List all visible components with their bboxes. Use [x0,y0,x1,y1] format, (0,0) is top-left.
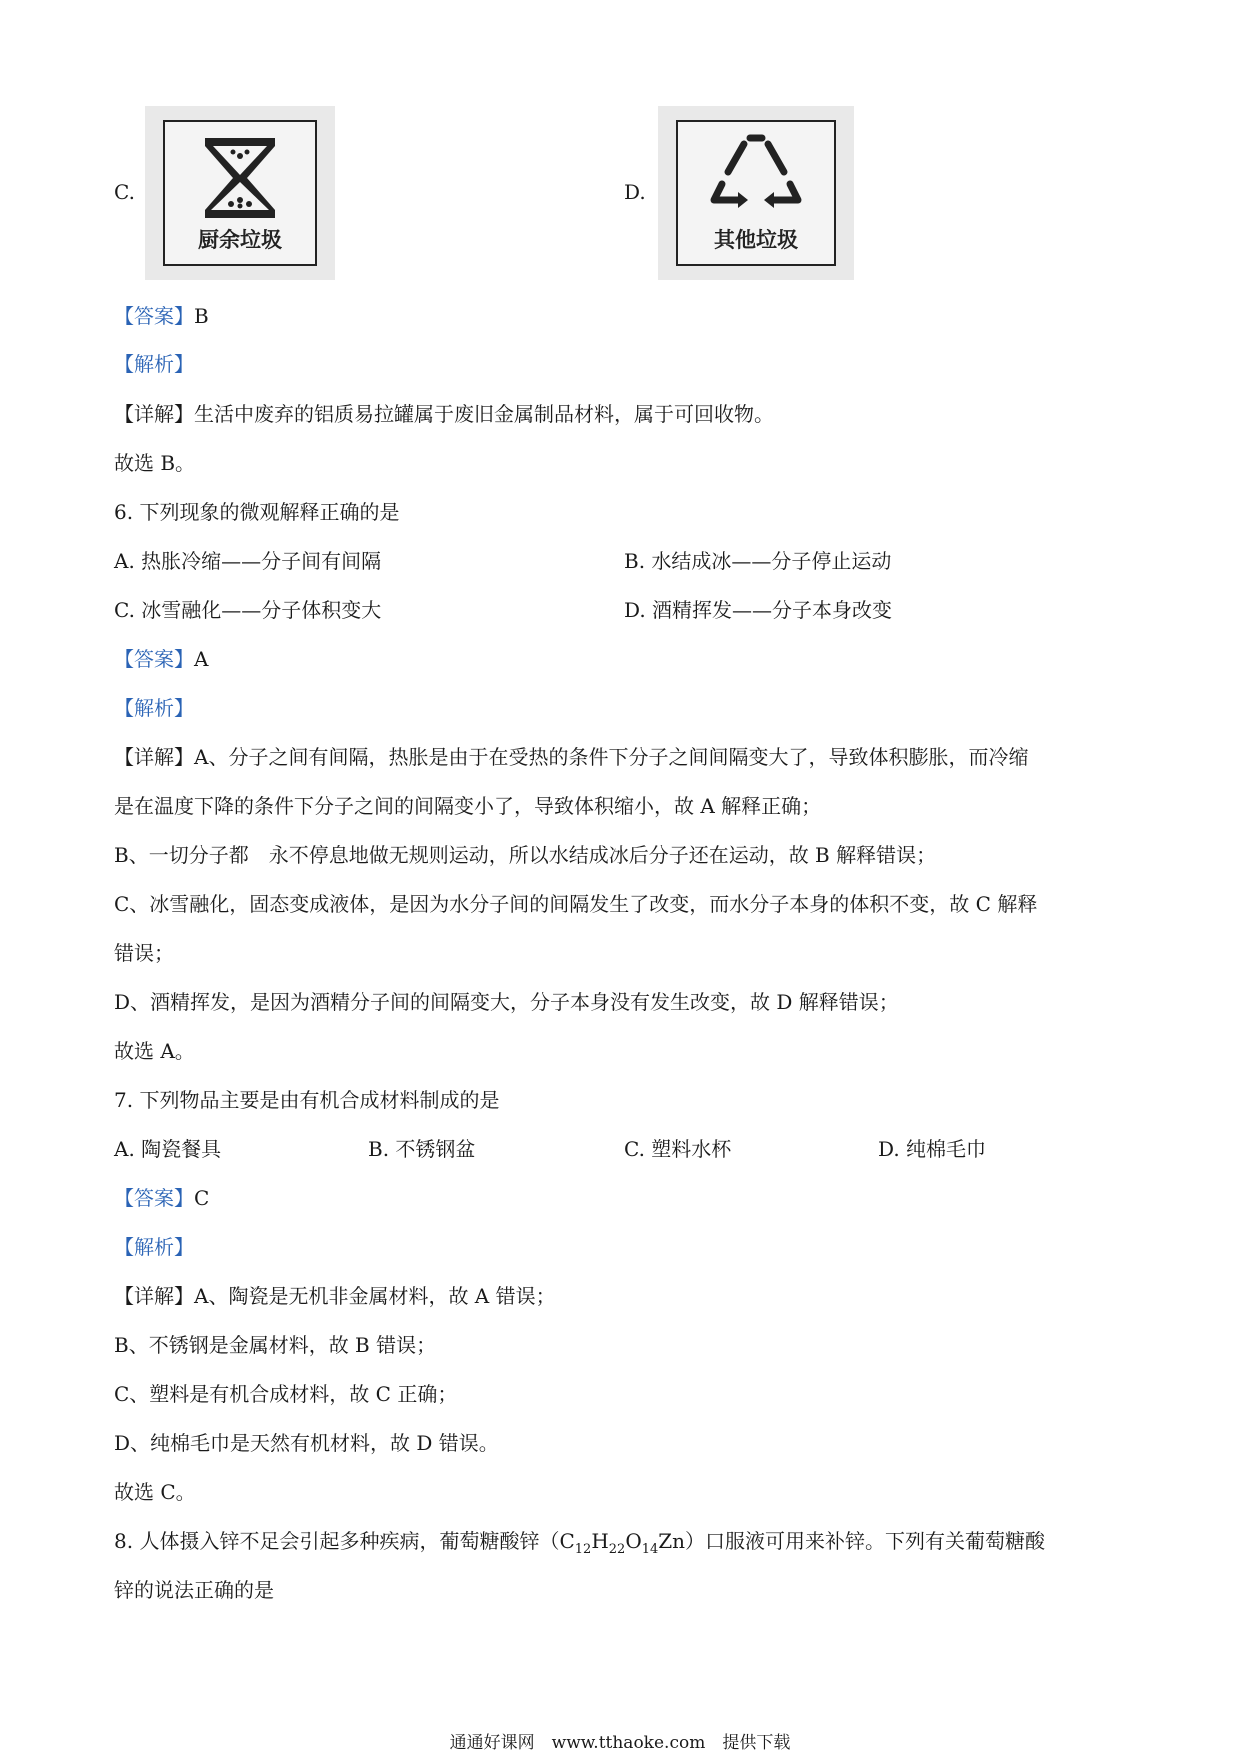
q7-option-a: A. 陶瓷餐具 [114,1137,222,1161]
q5-analysis-tag: 【解析】 [114,352,194,376]
q7-option-b: B. 不锈钢盆 [368,1137,476,1161]
q7-stem: 7. 下列物品主要是由有机合成材料制成的是 [114,1088,500,1112]
answer-tag: 【答案】 [114,1186,194,1210]
q8-stem-2: 锌的说法正确的是 [114,1578,274,1602]
answer-value: A [194,647,209,671]
q7-detail-2: B、不锈钢是金属材料，故 B 错误； [114,1333,437,1357]
q6-option-a: A. 热胀冷缩——分子间有间隔 [114,549,382,573]
q7-answer [114,1184,209,1212]
q7-detail-1 [114,1282,556,1310]
q6-option-b: B. 水结成冰——分子停止运动 [624,549,892,573]
formula-h: H [591,1529,609,1553]
q7-analysis-tag: 【解析】 [114,1235,194,1259]
formula-c-count: 12 [574,1542,592,1557]
q8-stem-pre: 8. 人体摄入锌不足会引起多种疾病，葡萄糖酸锌（ [114,1529,560,1553]
other-waste-image [658,106,854,280]
q6-stem: 6. 下列现象的微观解释正确的是 [114,500,400,524]
detail-text: 生活中废弃的铝质易拉罐属于废旧金属制品材料，属于可回收物。 [194,402,774,426]
answer-tag: 【答案】 [114,304,194,328]
q6-detail-5: 错误； [114,941,174,965]
formula-h-count: 22 [608,1542,626,1557]
answer-tag: 【答案】 [114,647,194,671]
formula-o: O [625,1529,642,1553]
q7-option-d: D. 纯棉毛巾 [878,1137,987,1161]
hourglass-kitchen-waste-icon [165,126,315,226]
formula-zn: Zn [658,1529,686,1553]
q6-detail-6: D、酒精挥发，是因为酒精分子间的间隔变大，分子本身没有发生改变，故 D 解释错误； [114,990,899,1014]
q6-answer [114,645,208,673]
detail-tag: 【详解】 [114,1284,194,1308]
q7-conclusion: 故选 C。 [114,1480,196,1504]
q8-stem-post: ）口服液可用来补锌。下列有关葡萄糖酸 [685,1529,1046,1553]
option-d-label: D. [624,180,646,204]
q7-detail-3: C、塑料是有机合成材料，故 C 正确； [114,1382,458,1406]
q6-analysis-tag: 【解析】 [114,696,194,720]
q7-option-c: C. 塑料水杯 [624,1137,732,1161]
q5-conclusion: 故选 B。 [114,451,196,475]
q8-stem [114,1527,1045,1564]
q6-detail-3: B、一切分子都 永不停息地做无规则运动，所以水结成冰后分子还在运动，故 B 解释错误； [114,843,937,867]
answer-value: C [194,1186,210,1210]
zinc-gluconate-formula [559,1529,686,1557]
other-waste-caption: 其他垃圾 [714,227,798,252]
detail-text: A、陶瓷是无机非金属材料，故 A 错误； [194,1284,556,1308]
kitchen-waste-caption: 厨余垃圾 [198,227,282,252]
q6-detail-1 [114,743,1028,771]
detail-tag: 【详解】 [114,402,194,426]
q6-detail-2: 是在温度下降的条件下分子之间的间隔变小了，导致体积缩小，故 A 解释正确； [114,794,822,818]
q7-detail-4: D、纯棉毛巾是天然有机材料，故 D 错误。 [114,1431,499,1455]
q6-option-c: C. 冰雪融化——分子体积变大 [114,598,382,622]
q6-conclusion: 故选 A。 [114,1039,195,1063]
option-c-label: C. [114,180,135,204]
q5-detail [114,400,774,428]
q5-answer [114,302,209,330]
formula-c: C [559,1529,575,1553]
detail-text: A、分子之间有间隔，热胀是由于在受热的条件下分子之间间隔变大了，导致体积膨胀，而冷缩 [194,745,1029,769]
recycle-triangle-other-waste-icon [678,126,834,226]
q6-detail-4: C、冰雪融化，固态变成液体，是因为水分子间的间隔发生了改变，而水分子本身的体积不变，故 C 解释 [114,892,1038,916]
q6-option-d: D. 酒精挥发——分子本身改变 [624,598,893,622]
kitchen-waste-image [145,106,335,280]
detail-tag: 【详解】 [114,745,194,769]
page-footer: 通通好课网 www.tthaoke.com 提供下载 [449,1733,791,1753]
answer-value: B [194,304,209,328]
formula-o-count: 14 [641,1542,659,1557]
